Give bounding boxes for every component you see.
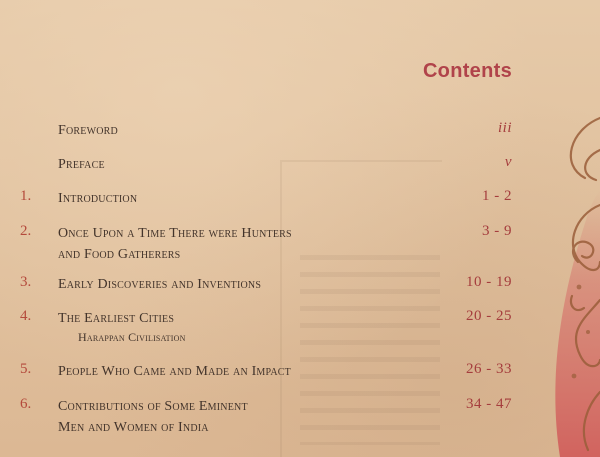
- entry-title-line: and Food Gatherers: [58, 247, 181, 262]
- entry-title: The Earliest Cities: [58, 311, 175, 326]
- entry-page-range: iii: [497, 120, 512, 136]
- entry-title: People Who Came and Made an Impact: [58, 364, 291, 379]
- entry-page-range: v: [504, 154, 512, 170]
- entry-title: Preface: [58, 157, 105, 172]
- entry-number: 1.: [20, 188, 32, 204]
- entry-number: 6.: [20, 396, 32, 412]
- entry-page-range: 20 - 25: [466, 308, 512, 324]
- entry-page-range: 34 - 47: [466, 396, 512, 412]
- entry-title: [58, 396, 388, 438]
- entry-number: 5.: [20, 361, 32, 377]
- entry-title-line: Contributions of Some Eminent: [58, 399, 248, 414]
- entry-page-range: 26 - 33: [466, 361, 512, 377]
- page-title: Contents: [422, 60, 512, 82]
- entry-title: Foreword: [58, 123, 118, 138]
- entry-subtitle: Harappan Civilisation: [78, 330, 186, 344]
- entry-title: [58, 223, 388, 265]
- entry-page-range: 1 - 2: [482, 188, 512, 204]
- entry-title-line: Men and Women of India: [58, 420, 209, 435]
- entry-title: Early Discoveries and Inventions: [58, 277, 262, 292]
- entry-number: 3.: [20, 274, 32, 290]
- entry-number: 4.: [20, 308, 32, 324]
- entry-page-range: 3 - 9: [482, 223, 512, 239]
- entry-page-range: 10 - 19: [466, 274, 512, 290]
- entry-number: 2.: [20, 223, 32, 239]
- entry-title-line: Once Upon a Time There were Hunters: [58, 226, 292, 241]
- entry-title: Introduction: [58, 191, 138, 206]
